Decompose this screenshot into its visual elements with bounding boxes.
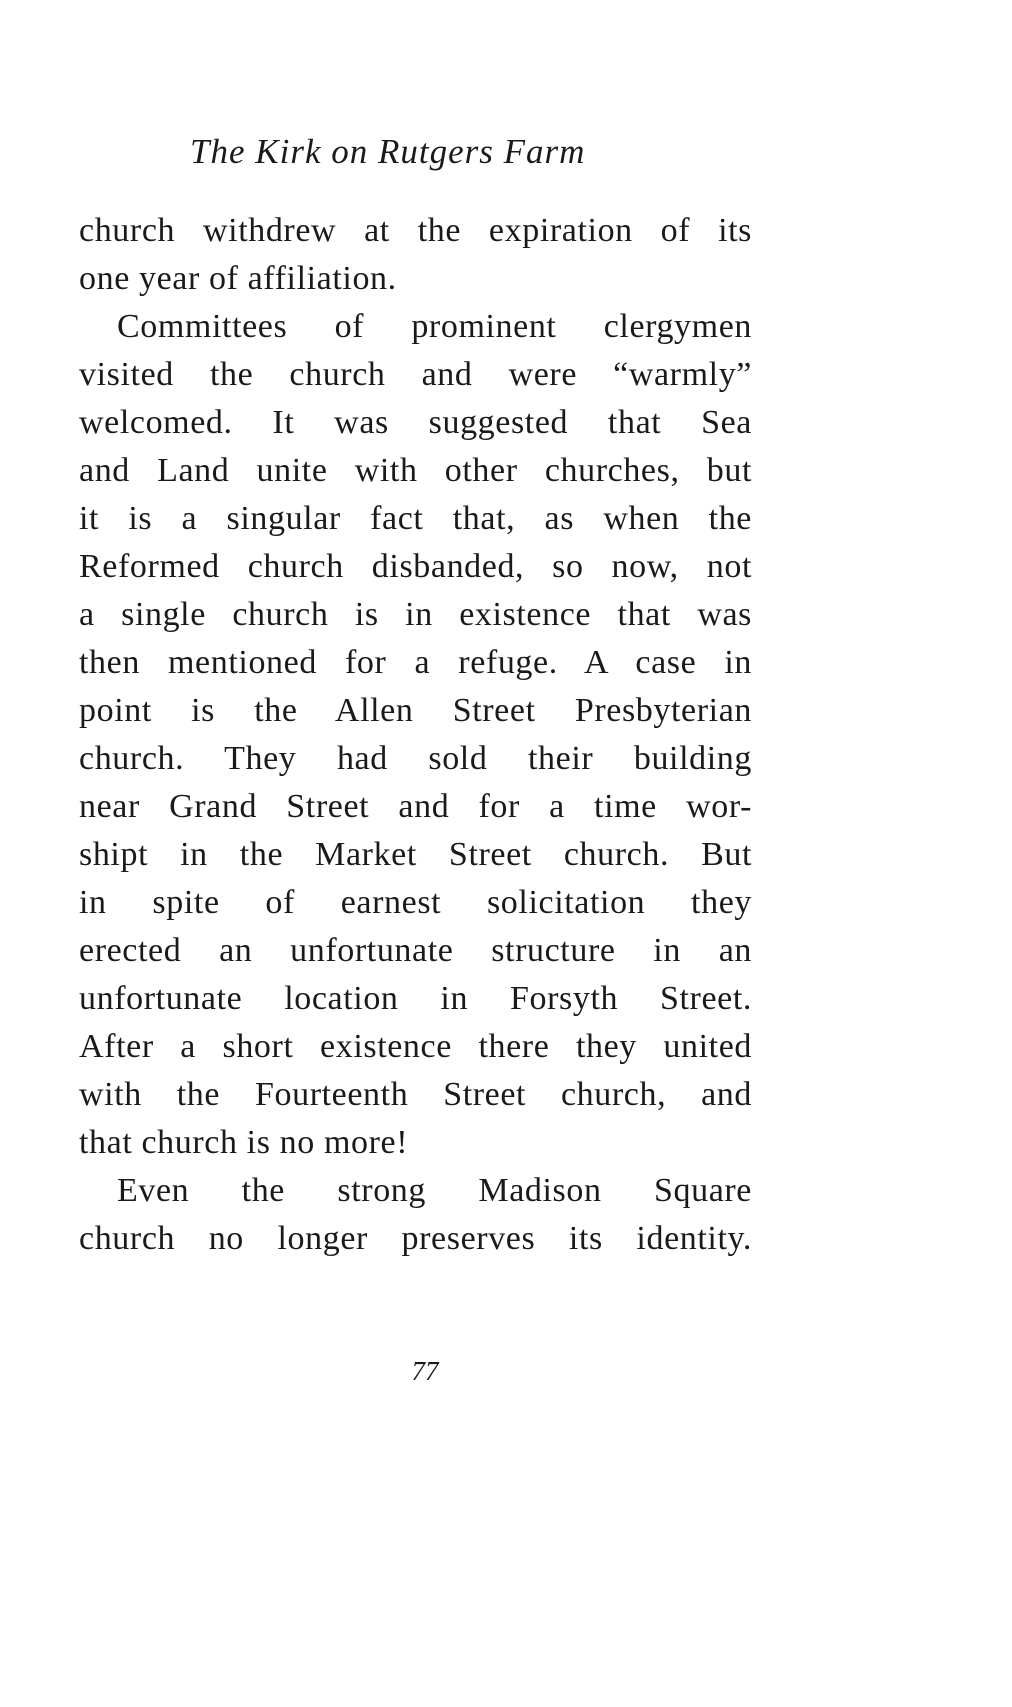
text-line: one year of affiliation. (79, 260, 397, 297)
text-line: a single church is in existence that was (79, 596, 752, 633)
text-line: it is a singular fact that, as when the (79, 500, 752, 537)
text-line: welcomed. It was suggested that Sea (79, 404, 752, 441)
text-line: in spite of earnest solicitation they (79, 884, 752, 921)
text-line: shipt in the Market Street church. But (79, 836, 752, 873)
paragraph-1 (79, 207, 752, 303)
text-line: After a short existence there they united (79, 1028, 752, 1065)
text-line: near Grand Street and for a time wor- (79, 788, 752, 825)
text-line: then mentioned for a refuge. A case in (79, 644, 752, 681)
paragraph-2 (79, 303, 752, 1167)
body-text (79, 207, 752, 1263)
text-line: with the Fourteenth Street church, and (79, 1076, 752, 1113)
text-line: church. They had sold their building (79, 740, 752, 777)
paragraph-3 (79, 1167, 752, 1263)
text-line: unfortunate location in Forsyth Street. (79, 980, 752, 1017)
text-line: that church is no more! (79, 1124, 409, 1161)
text-line: church no longer preserves its identity. (79, 1220, 752, 1257)
text-line: church withdrew at the expiration of its (79, 212, 752, 249)
text-line: point is the Allen Street Presbyterian (79, 692, 752, 729)
running-head: The Kirk on Rutgers Farm (190, 132, 586, 171)
text-line: Committees of prominent clergymen (117, 308, 752, 345)
text-line: and Land unite with other churches, but (79, 452, 752, 489)
page-number: 77 (411, 1356, 439, 1386)
text-line: erected an unfortunate structure in an (79, 932, 752, 969)
text-line: Reformed church disbanded, so now, not (79, 548, 752, 585)
text-line: visited the church and were “warmly” (79, 356, 752, 393)
text-line: Even the strong Madison Square (117, 1172, 752, 1209)
